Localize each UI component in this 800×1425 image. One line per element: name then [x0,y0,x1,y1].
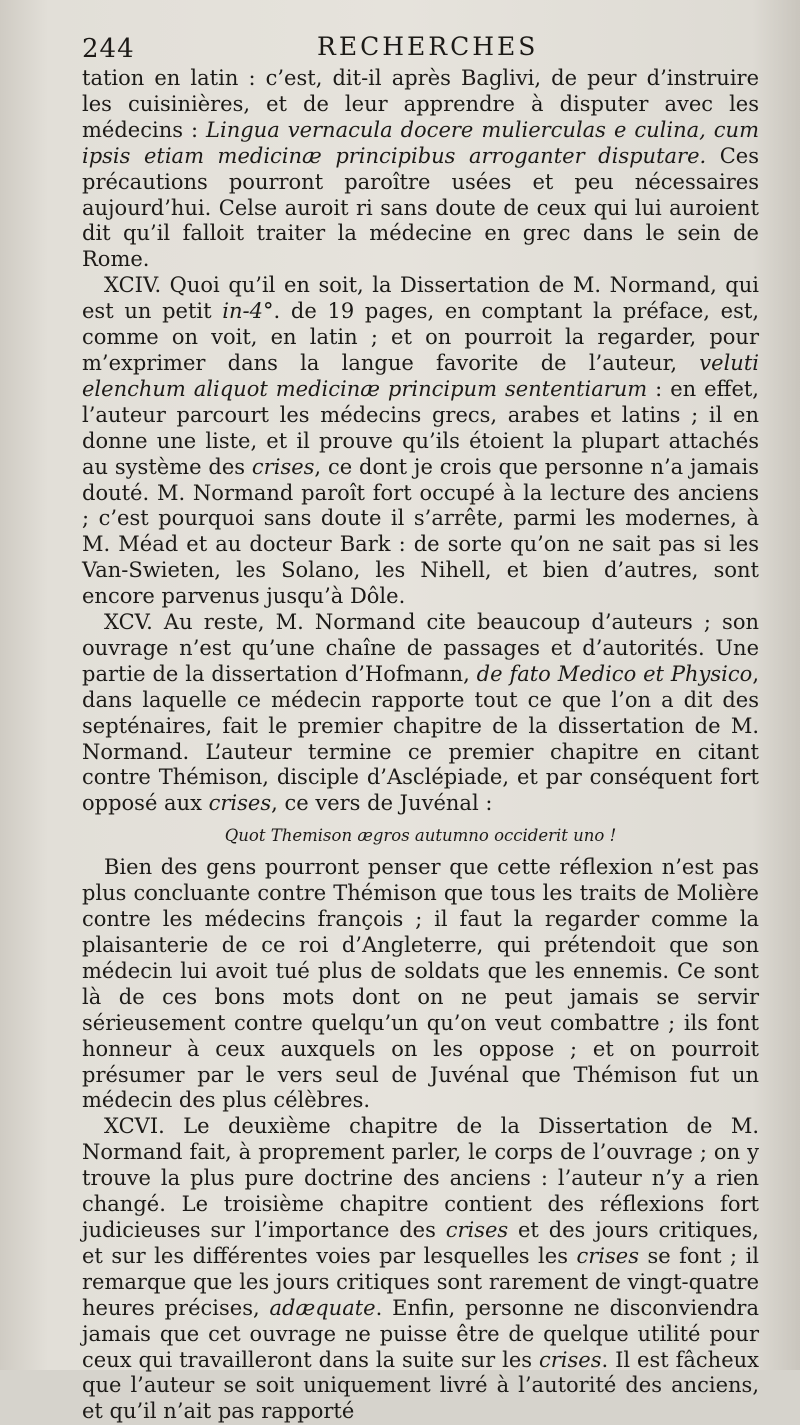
italic-text: crises [576,1243,639,1268]
text-segment: se font ; il remarque que les jours critiques sont rarement de vingt-quatre heures précises, [82,1243,760,1320]
italic-text: Quot Themison ægros autumno occiderit uno ! [224,826,617,846]
italic-text: veluti elenchum aliquot medicinæ principum sententiarum [82,350,759,401]
verse-quote [82,825,759,847]
text-segment: Bien des gens pourront penser que cette réflexion n’est pas plus concluante contre Thémison que tous les traits de Molière contre les médecins françois ; il faut la regarder comme la plaisanterie de ce roi d’Angleterre, qui prétendoit que son médecin lui avoit tué plus de soldats que les ennemis. Ce sont là de ces bons mots dont on ne peut jamais se servir sérieusement contre quelqu’un qu’on veut combattre ; ils font honneur à ceux auxquels on les oppose ; et on pourroit présumer par le vers seul de Juvénal que Thémison fut un médecin des plus célèbres. [82,855,759,1113]
italic-text: in-4° [222,299,274,324]
text-segment: , ce dont je crois que personne n’a jamais douté. M. Normand paroît fort occupé à la lecture des anciens ; c’est pourquoi sans doute il s’arrête, parmi les modernes, à M. Méad et au docteur Bark : de sorte qu’on ne sait pas si les Van-Swieten, les Solano, les Nihell, et bien d’autres, sont encore parvenus jusqu’à Dôle. [82,454,760,609]
italic-text: Lingua vernacula docere mulierculas e culina, cum ipsis etiam medicinæ principibus arroganter disputare. [82,117,759,168]
text-segment: XCVI. Le deuxième chapitre de la Dissertation de M. Normand fait, à proprement parler, le corps de l’ouvrage ; on y trouve la plus pure doctrine des anciens : l’auteur n’y a rien changé. Le troisième chapitre contient des réflexions fort judicieuses sur l’importance des [82,1114,759,1242]
text-segment: tation en latin : c’est, dit-il après Baglivi, de peur d’instruire les cuisinières, et de leur apprendre à disputer avec les médecins : [82,66,759,142]
text-segment: , dans laquelle ce médecin rapporte tout ce que l’on a dit des septénaires, fait le premier chapitre de la dissertation de M. Normand. L’auteur termine ce premier chapitre en citant contre Thémison, disciple d’Asclépiade, et par conséquent fort opposé aux [82,661,759,816]
text-paragraph [82,610,759,817]
italic-text: de fato Medico et Physico [476,661,753,686]
text-segment: Ces précautions pourront paroître usées et peu nécessaires aujourd’hui. Celse auroit ri sans doute de ceux qui lui auroient dit qu’il falloit traiter la médecine en grec dans le sein de Rome. [82,143,759,272]
text-segment: XCV. Au reste, M. Normand cite beaucoup d’auteurs ; son ouvrage n’est qu’une chaîne de passages et d’autorités. Une partie de la dissertation d’Hofmann, [82,610,759,686]
italic-text: crises [251,454,315,479]
text-paragraph [82,66,759,273]
text-paragraph [82,273,759,610]
italic-text: crises [208,791,272,816]
page-number: 244 [82,34,135,64]
text-segment: XCIV. Quoi qu’il en soit, la Dissertation de M. Normand, qui est un petit [82,273,759,324]
running-head: RECHERCHES [317,32,539,61]
text-segment: . de 19 pages, en comptant la préface, est, comme on voit, en latin ; et on pourroit la regarder, pour m’exprimer dans la langue favorite de l’auteur, [82,299,759,375]
text-segment: et des jours critiques, et sur les différentes voies par lesquelles les [82,1217,759,1268]
text-segment: . Il est fâcheux que l’auteur se soit uniquement livré à l’autorité des anciens, et qu’il n’ait pas rapporté [82,1347,759,1424]
italic-text: crises [445,1217,509,1242]
text-segment: . Enfin, personne ne disconviendra jamais que cet ouvrage ne puisse être de quelque utilité pour ceux qui travailleront dans la suite sur les [82,1295,759,1372]
page-header [82,26,760,66]
italic-text: adæquate [269,1295,376,1320]
body-text [82,66,759,1425]
text-segment: , ce vers de Juvénal : [271,791,493,816]
italic-text: crises [538,1347,602,1372]
text-paragraph [82,855,759,1114]
text-paragraph [82,1114,759,1425]
text-segment: : en effet, l’auteur parcourt les médecins grecs, arabes et latins ; il en donne une liste, et il prouve qu’ils étoient la plupart attachés au système des [82,376,759,479]
